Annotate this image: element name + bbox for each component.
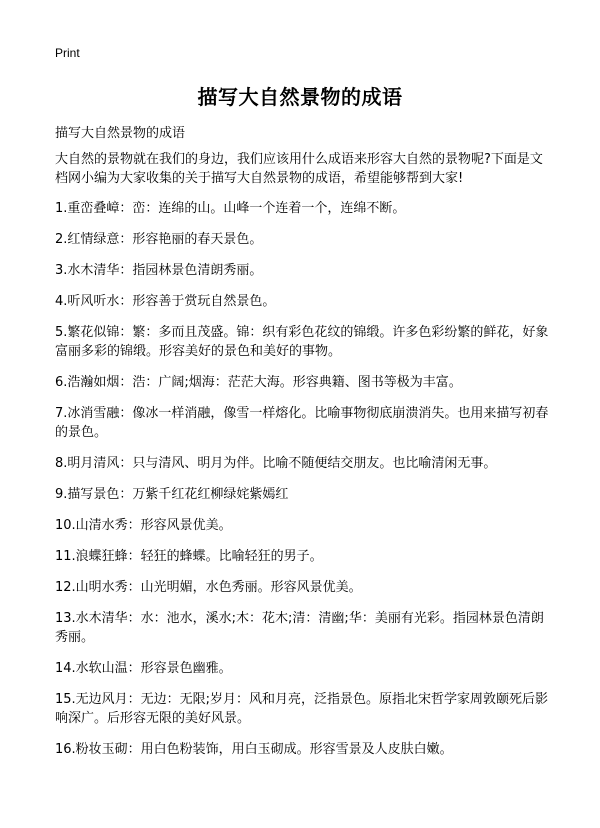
print-label: Print — [55, 46, 80, 60]
document-subtitle: 描写大自然景物的成语 — [55, 126, 186, 141]
list-item: 3.水木清华：指园林景色清朗秀丽。 — [55, 263, 263, 278]
list-item: 15.无边风月：无边：无限;岁月：风和月亮，泛指景色。原指北宋哲学家周敦颐死后影响深广。后形容无限的美好风景。 — [55, 692, 549, 726]
list-item: 4.听风听水：形容善于赏玩自然景色。 — [55, 294, 276, 309]
list-item: 6.浩瀚如烟：浩：广阔;烟海：茫茫大海。形容典籍、图书等极为丰富。 — [55, 375, 462, 390]
list-item: 9.描写景色：万紫千红花红柳绿姹紫嫣红 — [55, 487, 289, 502]
list-item: 14.水软山温：形容景色幽雅。 — [55, 661, 232, 676]
list-item: 1.重峦叠嶂：峦：连绵的山。山峰一个连着一个，连绵不断。 — [55, 201, 406, 216]
list-item: 12.山明水秀：山光明媚，水色秀丽。形容风景优美。 — [55, 580, 362, 595]
document-title: 描写大自然景物的成语 — [197, 85, 403, 109]
list-item: 11.浪蝶狂蜂：轻狂的蜂蝶。比喻轻狂的男子。 — [55, 549, 323, 564]
list-item: 2.红情绿意：形容艳丽的春天景色。 — [55, 232, 263, 247]
list-item: 8.明月清风：只与清风、明月为伴。比喻不随便结交朋友。也比喻清闲无事。 — [55, 456, 497, 471]
list-item: 10.山清水秀：形容风景优美。 — [55, 518, 232, 533]
list-item: 16.粉妆玉砌：用白色粉装饰，用白玉砌成。形容雪景及人皮肤白嫩。 — [55, 742, 453, 757]
idiom-list — [55, 199, 555, 771]
list-item: 5.繁花似锦：繁：多而且茂盛。锦：织有彩色花纹的锦缎。许多色彩纷繁的鲜花，好象富丽多彩的锦缎。形容美好的景色和美好的事物。 — [55, 325, 549, 359]
list-item: 13.水木清华：水：池水，溪水;木：花木;清：清幽;华：美丽有光彩。指园林景色清朗秀丽。 — [55, 611, 544, 645]
intro-paragraph: 大自然的景物就在我们的身边，我们应该用什么成语来形容大自然的景物呢?下面是文档网小编为大家收集的关于描写大自然景物的成语，希望能够帮到大家! — [55, 152, 543, 186]
list-item: 7.冰消雪融：像冰一样消融，像雪一样熔化。比喻事物彻底崩溃消失。也用来描写初春的景色。 — [55, 406, 549, 440]
